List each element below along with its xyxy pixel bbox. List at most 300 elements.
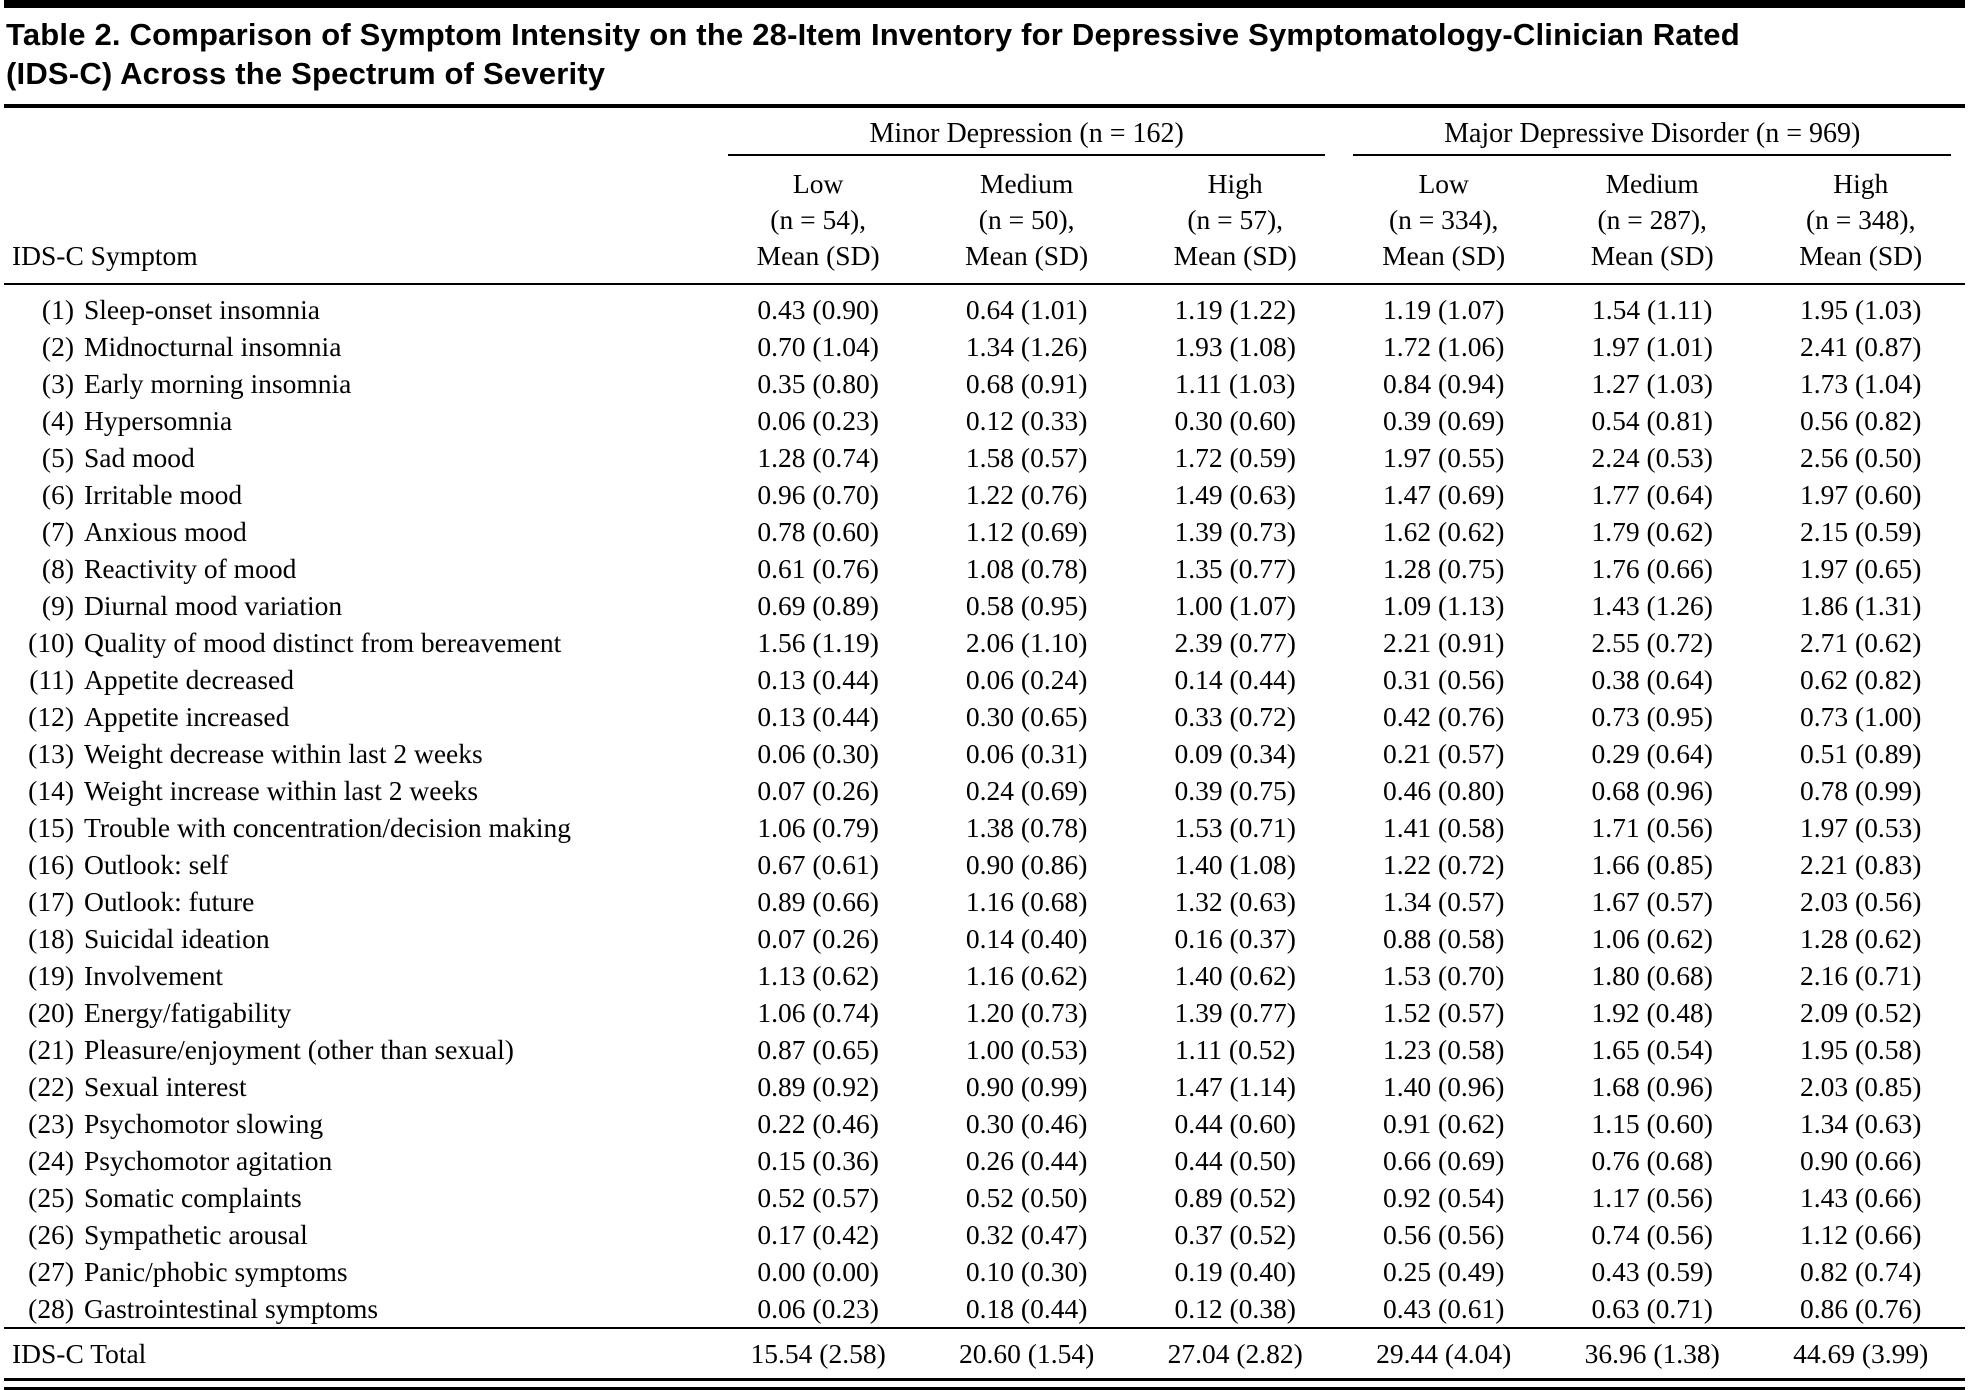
symptom-number: (6) xyxy=(41,479,74,511)
mean-sd-cell: 0.64 (1.01) xyxy=(965,294,1088,326)
mean-sd-cell: 0.58 (0.95) xyxy=(965,590,1088,622)
table-row xyxy=(4,1142,1965,1179)
mean-sd-cell: 0.78 (0.60) xyxy=(757,516,879,548)
symptom-number: (1) xyxy=(41,294,74,326)
mean-sd-cell: 0.88 (0.58) xyxy=(1382,923,1505,955)
mean-sd-cell: 1.47 (0.69) xyxy=(1382,479,1505,511)
mean-sd-cell: 0.73 (0.95) xyxy=(1591,701,1713,733)
mean-sd-cell: 0.56 (0.56) xyxy=(1382,1219,1505,1251)
table-row xyxy=(4,994,1965,1031)
mean-sd-cell: 1.73 (1.04) xyxy=(1800,368,1922,400)
column-header-line: Low xyxy=(792,167,844,199)
top-rule xyxy=(4,0,1965,8)
mean-sd-cell: 1.22 (0.72) xyxy=(1382,849,1505,881)
mean-sd-cell: 0.68 (0.96) xyxy=(1591,775,1713,807)
symptom-cell xyxy=(4,1142,714,1179)
column-header-line: (n = 54), xyxy=(770,203,866,235)
symptom-number: (11) xyxy=(29,664,74,696)
mean-sd-cell: 0.14 (0.40) xyxy=(965,923,1088,955)
mean-sd-cell: 0.44 (0.60) xyxy=(1174,1108,1296,1140)
mean-sd-cell: 0.68 (0.91) xyxy=(965,368,1088,400)
mean-sd-cell: 1.58 (0.57) xyxy=(965,442,1088,474)
symptom-cell xyxy=(4,883,714,920)
mean-sd-cell: 1.95 (0.58) xyxy=(1800,1034,1922,1066)
mean-sd-cell: 1.97 (0.53) xyxy=(1800,812,1922,844)
mean-sd-cell: 1.40 (1.08) xyxy=(1174,849,1296,881)
symptom-number: (23) xyxy=(28,1108,74,1140)
table-row xyxy=(4,1031,1965,1068)
mean-sd-cell: 2.41 (0.87) xyxy=(1800,331,1922,363)
mean-sd-cell: 2.15 (0.59) xyxy=(1800,516,1922,548)
mean-sd-cell: 0.22 (0.46) xyxy=(757,1108,879,1140)
mean-sd-cell: 2.55 (0.72) xyxy=(1591,627,1713,659)
column-header-line: Mean (SD) xyxy=(1382,240,1506,272)
column-header-group1-col2 xyxy=(922,156,1131,285)
column-header-line: Mean (SD) xyxy=(965,240,1089,272)
mean-sd-cell: 0.90 (0.86) xyxy=(965,849,1088,881)
column-header-group2-col1 xyxy=(1339,156,1548,285)
mean-sd-cell: 0.89 (0.52) xyxy=(1174,1182,1296,1214)
total-mean-sd-cell: 15.54 (2.58) xyxy=(714,1328,923,1380)
mean-sd-cell: 0.15 (0.36) xyxy=(757,1145,879,1177)
mean-sd-cell: 1.40 (0.96) xyxy=(1382,1071,1505,1103)
mean-sd-cell: 1.40 (0.62) xyxy=(1174,960,1296,992)
table-caption xyxy=(4,8,1965,104)
mean-sd-cell: 1.11 (0.52) xyxy=(1174,1034,1296,1066)
mean-sd-cell: 0.24 (0.69) xyxy=(965,775,1088,807)
table-row xyxy=(4,550,1965,587)
symptom-cell xyxy=(4,1216,714,1253)
mean-sd-cell: 1.28 (0.74) xyxy=(757,442,879,474)
mean-sd-cell: 0.21 (0.57) xyxy=(1382,738,1505,770)
table-row xyxy=(4,883,1965,920)
mean-sd-cell: 1.06 (0.79) xyxy=(757,812,879,844)
symptom-number: (18) xyxy=(28,923,74,955)
mean-sd-cell: 0.63 (0.71) xyxy=(1591,1293,1713,1325)
table-row xyxy=(4,513,1965,550)
column-header-line: Low xyxy=(1418,167,1469,199)
mean-sd-cell: 0.32 (0.47) xyxy=(965,1219,1088,1251)
mean-sd-cell: 0.62 (0.82) xyxy=(1800,664,1922,696)
table-row xyxy=(4,476,1965,513)
mean-sd-cell: 0.19 (0.40) xyxy=(1174,1256,1296,1288)
mean-sd-cell: 0.12 (0.33) xyxy=(965,405,1088,437)
column-header-line: Mean (SD) xyxy=(1173,240,1297,272)
mean-sd-cell: 0.91 (0.62) xyxy=(1382,1108,1505,1140)
symptom-name: Weight increase within last 2 weeks xyxy=(84,775,479,807)
symptom-number: (10) xyxy=(28,627,74,659)
mean-sd-cell: 1.41 (0.58) xyxy=(1382,812,1505,844)
table-row xyxy=(4,698,1965,735)
symptom-cell xyxy=(4,328,714,365)
mean-sd-cell: 1.80 (0.68) xyxy=(1591,960,1713,992)
column-header-group2-col3 xyxy=(1756,156,1965,285)
symptom-cell xyxy=(4,957,714,994)
symptom-name: Pleasure/enjoyment (other than sexual) xyxy=(84,1034,514,1066)
mean-sd-cell: 0.13 (0.44) xyxy=(757,664,879,696)
symptom-cell xyxy=(4,1068,714,1105)
mean-sd-cell: 0.25 (0.49) xyxy=(1382,1256,1505,1288)
table-row xyxy=(4,957,1965,994)
mean-sd-cell: 0.61 (0.76) xyxy=(757,553,879,585)
symptom-number: (2) xyxy=(41,331,74,363)
mean-sd-cell: 0.90 (0.66) xyxy=(1800,1145,1922,1177)
table-row xyxy=(4,365,1965,402)
mean-sd-cell: 1.53 (0.71) xyxy=(1174,812,1296,844)
mean-sd-cell: 1.13 (0.62) xyxy=(757,960,879,992)
mean-sd-cell: 1.67 (0.57) xyxy=(1591,886,1713,918)
symptom-number: (19) xyxy=(28,960,74,992)
mean-sd-cell: 2.03 (0.56) xyxy=(1800,886,1922,918)
mean-sd-cell: 1.71 (0.56) xyxy=(1591,812,1713,844)
symptom-name: Suicidal ideation xyxy=(84,923,270,955)
mean-sd-cell: 1.11 (1.03) xyxy=(1174,368,1296,400)
symptom-name: Appetite decreased xyxy=(84,664,294,696)
mean-sd-cell: 1.34 (1.26) xyxy=(965,331,1088,363)
column-header-line: (n = 334), xyxy=(1388,203,1499,235)
mean-sd-cell: 0.90 (0.99) xyxy=(965,1071,1088,1103)
mean-sd-cell: 0.42 (0.76) xyxy=(1382,701,1505,733)
mean-sd-cell: 2.56 (0.50) xyxy=(1800,442,1922,474)
mean-sd-cell: 1.35 (0.77) xyxy=(1174,553,1296,585)
symptom-name: Outlook: self xyxy=(84,849,229,881)
symptom-name: Sleep-onset insomnia xyxy=(84,294,321,326)
mean-sd-cell: 1.39 (0.73) xyxy=(1174,516,1296,548)
symptom-number: (5) xyxy=(41,442,74,474)
table-row xyxy=(4,624,1965,661)
mean-sd-cell: 2.39 (0.77) xyxy=(1174,627,1296,659)
symptom-name: Irritable mood xyxy=(84,479,243,511)
mean-sd-cell: 2.24 (0.53) xyxy=(1591,442,1713,474)
mean-sd-cell: 2.09 (0.52) xyxy=(1800,997,1922,1029)
mean-sd-cell: 2.03 (0.85) xyxy=(1800,1071,1922,1103)
mean-sd-cell: 0.07 (0.26) xyxy=(757,923,879,955)
mean-sd-cell: 0.29 (0.64) xyxy=(1591,738,1713,770)
symptom-name: Psychomotor slowing xyxy=(84,1108,324,1140)
symptom-cell xyxy=(4,402,714,439)
mean-sd-cell: 0.87 (0.65) xyxy=(757,1034,879,1066)
column-header-line: Mean (SD) xyxy=(1590,240,1714,272)
symptom-cell xyxy=(4,1105,714,1142)
symptom-cell xyxy=(4,920,714,957)
table-header xyxy=(4,108,1965,285)
symptom-number: (22) xyxy=(28,1071,74,1103)
mean-sd-cell: 0.43 (0.90) xyxy=(757,294,879,326)
total-mean-sd-cell: 20.60 (1.54) xyxy=(922,1328,1131,1380)
mean-sd-cell: 1.62 (0.62) xyxy=(1382,516,1505,548)
table-row xyxy=(4,587,1965,624)
group-header-row xyxy=(4,108,1965,156)
symptom-cell xyxy=(4,1253,714,1290)
mean-sd-cell: 1.92 (0.48) xyxy=(1591,997,1713,1029)
column-header-line: Mean (SD) xyxy=(1799,240,1923,272)
mean-sd-cell: 1.19 (1.07) xyxy=(1382,294,1505,326)
mean-sd-cell: 0.67 (0.61) xyxy=(757,849,879,881)
table-row xyxy=(4,809,1965,846)
mean-sd-cell: 1.09 (1.13) xyxy=(1382,590,1505,622)
mean-sd-cell: 1.27 (1.03) xyxy=(1591,368,1713,400)
mean-sd-cell: 0.35 (0.80) xyxy=(757,368,879,400)
table-row xyxy=(4,1179,1965,1216)
mean-sd-cell: 0.44 (0.50) xyxy=(1174,1145,1296,1177)
mean-sd-cell: 0.06 (0.24) xyxy=(965,664,1088,696)
column-header-line: Medium xyxy=(980,167,1074,199)
symptom-name: Diurnal mood variation xyxy=(84,590,343,622)
symptom-number: (14) xyxy=(28,775,74,807)
symptom-name: Gastrointestinal symptoms xyxy=(84,1293,379,1325)
mean-sd-cell: 1.54 (1.11) xyxy=(1591,294,1713,326)
mean-sd-cell: 2.21 (0.83) xyxy=(1800,849,1922,881)
symptom-name: Sexual interest xyxy=(84,1071,247,1103)
symptom-number: (28) xyxy=(28,1293,74,1325)
column-header-group2-col2 xyxy=(1548,156,1757,285)
mean-sd-cell: 1.43 (0.66) xyxy=(1800,1182,1922,1214)
symptom-number: (9) xyxy=(41,590,74,622)
total-mean-sd-cell: 29.44 (4.04) xyxy=(1339,1328,1548,1380)
total-row xyxy=(4,1328,1965,1380)
symptom-name: Sad mood xyxy=(84,442,195,474)
mean-sd-cell: 0.73 (1.00) xyxy=(1800,701,1922,733)
corner-cell xyxy=(4,108,714,156)
symptom-name: Weight decrease within last 2 weeks xyxy=(84,738,483,770)
mean-sd-cell: 0.76 (0.68) xyxy=(1591,1145,1713,1177)
symptom-number: (13) xyxy=(28,738,74,770)
symptom-name: Psychomotor agitation xyxy=(84,1145,333,1177)
symptom-cell xyxy=(4,476,714,513)
symptom-cell xyxy=(4,661,714,698)
mean-sd-cell: 0.43 (0.59) xyxy=(1591,1256,1713,1288)
table-row xyxy=(4,661,1965,698)
mean-sd-cell: 1.39 (0.77) xyxy=(1174,997,1296,1029)
mean-sd-cell: 0.69 (0.89) xyxy=(757,590,879,622)
column-header-group1-col3 xyxy=(1131,156,1340,285)
mean-sd-cell: 1.16 (0.62) xyxy=(965,960,1088,992)
mean-sd-cell: 1.00 (1.07) xyxy=(1174,590,1296,622)
row-header-label: IDS-C Symptom xyxy=(4,156,714,285)
mean-sd-cell: 1.68 (0.96) xyxy=(1591,1071,1713,1103)
column-header-line: High xyxy=(1833,167,1889,199)
mean-sd-cell: 1.32 (0.63) xyxy=(1174,886,1296,918)
mean-sd-cell: 0.31 (0.56) xyxy=(1382,664,1505,696)
symptom-number: (26) xyxy=(28,1219,74,1251)
mean-sd-cell: 1.12 (0.69) xyxy=(965,516,1088,548)
mean-sd-cell: 0.46 (0.80) xyxy=(1382,775,1505,807)
mean-sd-cell: 2.21 (0.91) xyxy=(1382,627,1505,659)
mean-sd-cell: 1.00 (0.53) xyxy=(965,1034,1088,1066)
mean-sd-cell: 1.72 (0.59) xyxy=(1174,442,1296,474)
mean-sd-cell: 1.47 (1.14) xyxy=(1174,1071,1296,1103)
symptom-name: Appetite increased xyxy=(84,701,290,733)
symptom-cell xyxy=(4,624,714,661)
total-mean-sd-cell: 44.69 (3.99) xyxy=(1756,1328,1965,1380)
column-header-line: Mean (SD) xyxy=(756,240,880,272)
mean-sd-cell: 0.07 (0.26) xyxy=(757,775,879,807)
symptom-name: Quality of mood distinct from bereavement xyxy=(84,627,562,659)
mean-sd-cell: 1.15 (0.60) xyxy=(1591,1108,1713,1140)
mean-sd-cell: 1.38 (0.78) xyxy=(965,812,1088,844)
mean-sd-cell: 1.08 (0.78) xyxy=(965,553,1088,585)
column-header-line: Medium xyxy=(1605,167,1699,199)
mean-sd-cell: 0.89 (0.92) xyxy=(757,1071,879,1103)
table-row xyxy=(4,735,1965,772)
symptom-cell xyxy=(4,809,714,846)
symptom-name: Energy/fatigability xyxy=(84,997,292,1029)
column-header-group1-col1 xyxy=(714,156,923,285)
symptom-number: (15) xyxy=(28,812,74,844)
mean-sd-cell: 1.72 (1.06) xyxy=(1382,331,1505,363)
mean-sd-cell: 0.86 (0.76) xyxy=(1800,1293,1922,1325)
symptom-number: (27) xyxy=(28,1256,74,1288)
mean-sd-cell: 1.66 (0.85) xyxy=(1591,849,1713,881)
mean-sd-cell: 2.06 (1.10) xyxy=(965,627,1088,659)
mean-sd-cell: 0.06 (0.31) xyxy=(965,738,1088,770)
mean-sd-cell: 0.78 (0.99) xyxy=(1800,775,1922,807)
table-row xyxy=(4,920,1965,957)
column-header-line: High xyxy=(1207,167,1263,199)
mean-sd-cell: 1.97 (1.01) xyxy=(1591,331,1713,363)
symptom-number: (7) xyxy=(41,516,74,548)
symptom-name: Trouble with concentration/decision making xyxy=(84,812,572,844)
symptom-cell xyxy=(4,550,714,587)
table-row xyxy=(4,772,1965,809)
mean-sd-cell: 1.56 (1.19) xyxy=(757,627,879,659)
mean-sd-cell: 1.28 (0.75) xyxy=(1382,553,1505,585)
symptom-number: (16) xyxy=(28,849,74,881)
mean-sd-cell: 0.43 (0.61) xyxy=(1382,1293,1505,1325)
symptom-number: (20) xyxy=(28,997,74,1029)
mean-sd-cell: 1.06 (0.62) xyxy=(1591,923,1713,955)
symptom-name: Reactivity of mood xyxy=(84,553,297,585)
mean-sd-cell: 0.39 (0.69) xyxy=(1382,405,1505,437)
mean-sd-cell: 0.33 (0.72) xyxy=(1174,701,1296,733)
mean-sd-cell: 1.77 (0.64) xyxy=(1591,479,1713,511)
symptom-cell xyxy=(4,513,714,550)
symptom-number: (21) xyxy=(28,1034,74,1066)
mean-sd-cell: 0.14 (0.44) xyxy=(1174,664,1296,696)
mean-sd-cell: 1.49 (0.63) xyxy=(1174,479,1296,511)
column-header-row xyxy=(4,156,1965,285)
column-header-line: (n = 348), xyxy=(1806,203,1916,235)
table-caption-line-2: (IDS-C) Across the Spectrum of Severity xyxy=(6,55,606,91)
symptom-name: Anxious mood xyxy=(84,516,247,548)
symptom-number: (17) xyxy=(28,886,74,918)
table-row xyxy=(4,1105,1965,1142)
total-mean-sd-cell: 36.96 (1.38) xyxy=(1548,1328,1757,1380)
symptom-number: (12) xyxy=(28,701,74,733)
table-row xyxy=(4,284,1965,328)
table-row xyxy=(4,846,1965,883)
mean-sd-cell: 0.39 (0.75) xyxy=(1174,775,1296,807)
mean-sd-cell: 1.53 (0.70) xyxy=(1382,960,1505,992)
mean-sd-cell: 0.18 (0.44) xyxy=(965,1293,1088,1325)
mean-sd-cell: 0.96 (0.70) xyxy=(757,479,879,511)
mean-sd-cell: 1.20 (0.73) xyxy=(965,997,1088,1029)
table-row xyxy=(4,439,1965,476)
group-header-major-depressive-disorder xyxy=(1339,108,1965,156)
mean-sd-cell: 1.12 (0.66) xyxy=(1800,1219,1922,1251)
symptom-number: (25) xyxy=(28,1182,74,1214)
table-caption-line-1: Table 2. Comparison of Symptom Intensity on the 28-Item Inventory for Depressive Symptomatology-Clinician Rated xyxy=(6,17,1740,52)
symptom-cell xyxy=(4,698,714,735)
symptom-name: Early morning insomnia xyxy=(84,368,352,400)
mean-sd-cell: 1.19 (1.22) xyxy=(1174,294,1296,326)
mean-sd-cell: 0.00 (0.00) xyxy=(757,1256,879,1288)
mean-sd-cell: 0.10 (0.30) xyxy=(965,1256,1088,1288)
mean-sd-cell: 0.92 (0.54) xyxy=(1382,1182,1505,1214)
symptom-cell xyxy=(4,365,714,402)
mean-sd-cell: 1.97 (0.60) xyxy=(1800,479,1922,511)
table-row xyxy=(4,1253,1965,1290)
mean-sd-cell: 0.26 (0.44) xyxy=(965,1145,1088,1177)
mean-sd-cell: 0.74 (0.56) xyxy=(1591,1219,1713,1251)
table-footer xyxy=(4,1328,1965,1380)
symptom-cell xyxy=(4,1031,714,1068)
mean-sd-cell: 1.34 (0.63) xyxy=(1800,1108,1922,1140)
mean-sd-cell: 1.95 (1.03) xyxy=(1800,294,1922,326)
symptom-cell xyxy=(4,846,714,883)
symptom-name: Panic/phobic symptoms xyxy=(84,1256,348,1288)
group-header-major-depressive-disorder-label: Major Depressive Disorder (n = 969) xyxy=(1353,116,1951,156)
mean-sd-cell: 0.12 (0.38) xyxy=(1174,1293,1296,1325)
symptom-name: Outlook: future xyxy=(84,886,255,918)
mean-sd-cell: 0.38 (0.64) xyxy=(1591,664,1713,696)
mean-sd-cell: 0.37 (0.52) xyxy=(1174,1219,1296,1251)
mean-sd-cell: 2.16 (0.71) xyxy=(1800,960,1922,992)
table-row xyxy=(4,328,1965,365)
table-row xyxy=(4,1216,1965,1253)
mean-sd-cell: 0.51 (0.89) xyxy=(1800,738,1922,770)
mean-sd-cell: 0.30 (0.65) xyxy=(965,701,1088,733)
symptom-number: (8) xyxy=(41,553,74,585)
mean-sd-cell: 0.52 (0.57) xyxy=(757,1182,879,1214)
mean-sd-cell: 1.79 (0.62) xyxy=(1591,516,1713,548)
group-header-minor-depression xyxy=(714,108,1340,156)
symptom-number: (4) xyxy=(41,405,74,437)
total-mean-sd-cell: 27.04 (2.82) xyxy=(1131,1328,1340,1380)
symptom-cell xyxy=(4,735,714,772)
column-header-line: (n = 287), xyxy=(1597,203,1707,235)
mean-sd-cell: 2.71 (0.62) xyxy=(1800,627,1922,659)
column-header-line: (n = 50), xyxy=(978,203,1075,235)
mean-sd-cell: 1.86 (1.31) xyxy=(1800,590,1922,622)
symptom-cell xyxy=(4,284,714,328)
mean-sd-cell: 0.30 (0.46) xyxy=(965,1108,1088,1140)
table-row xyxy=(4,1290,1965,1328)
symptom-name: Involvement xyxy=(84,960,223,992)
mean-sd-cell: 0.17 (0.42) xyxy=(757,1219,879,1251)
mean-sd-cell: 1.52 (0.57) xyxy=(1382,997,1505,1029)
symptom-cell xyxy=(4,994,714,1031)
mean-sd-cell: 1.23 (0.58) xyxy=(1382,1034,1505,1066)
mean-sd-cell: 1.06 (0.74) xyxy=(757,997,879,1029)
mean-sd-cell: 1.93 (1.08) xyxy=(1174,331,1296,363)
symptom-name: Sympathetic arousal xyxy=(84,1219,308,1251)
symptom-number: (24) xyxy=(28,1145,74,1177)
mean-sd-cell: 0.16 (0.37) xyxy=(1174,923,1296,955)
group-header-minor-depression-label: Minor Depression (n = 162) xyxy=(728,116,1326,156)
mean-sd-cell: 0.30 (0.60) xyxy=(1174,405,1296,437)
mean-sd-cell: 1.28 (0.62) xyxy=(1800,923,1922,955)
column-header-line: (n = 57), xyxy=(1187,203,1284,235)
mean-sd-cell: 0.52 (0.50) xyxy=(965,1182,1088,1214)
mean-sd-cell: 0.82 (0.74) xyxy=(1800,1256,1922,1288)
mean-sd-cell: 1.97 (0.65) xyxy=(1800,553,1922,585)
symptom-name: Midnocturnal insomnia xyxy=(84,331,342,363)
mean-sd-cell: 0.54 (0.81) xyxy=(1591,405,1713,437)
mean-sd-cell: 1.65 (0.54) xyxy=(1591,1034,1713,1066)
table-body xyxy=(4,284,1965,1328)
mean-sd-cell: 1.16 (0.68) xyxy=(965,886,1088,918)
